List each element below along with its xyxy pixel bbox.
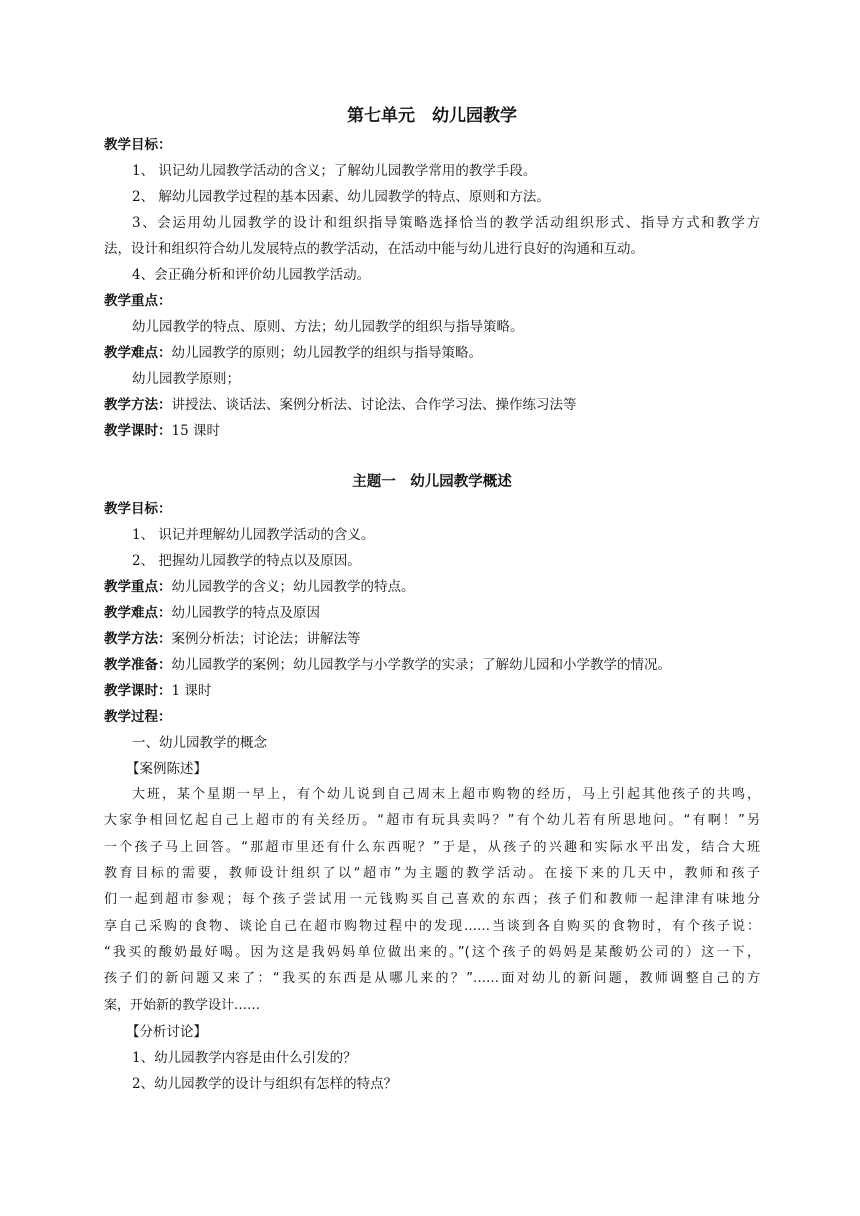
unit-difficult-label: 教学难点： bbox=[104, 345, 172, 361]
unit-key-text: 幼儿园教学的特点、原则、方法；幼儿园教学的组织与指导策略。 bbox=[132, 319, 524, 335]
topic-method-text: 案例分析法；讨论法；讲解法等 bbox=[171, 631, 361, 647]
unit-goals-label: 教学目标： bbox=[104, 137, 172, 153]
unit-difficult-text: 幼儿园教学的原则；幼儿园教学的组织与指导策略。 bbox=[171, 345, 482, 361]
topic-difficult-text: 幼儿园教学的特点及原因 bbox=[171, 605, 320, 621]
unit-goal-4: 4、会正确分析和评价幼儿园教学活动。 bbox=[132, 267, 371, 283]
topic-method-label: 教学方法： bbox=[104, 631, 172, 647]
case-line-1: 大班，某个星期一早上，有个幼儿说到自己周末上超市购物的经历，马上引起其他孩子的共鸣， bbox=[132, 787, 760, 802]
topic-difficult-row bbox=[104, 603, 760, 623]
topic-key-text: 幼儿园教学的含义；幼儿园教学的特点。 bbox=[171, 579, 415, 595]
unit-goal-3-cont: 法，设计和组织符合幼儿发展特点的教学活动，在活动中能与幼儿进行良好的沟通和互动。 bbox=[104, 241, 644, 257]
discussion-label: 【分析讨论】 bbox=[126, 1024, 207, 1040]
unit-method-label: 教学方法： bbox=[104, 397, 172, 413]
case-line-6: 享自己采购的食物、谈论自己在超市购物过程中的发现……当谈到各自购买的食物时，有个孩子说： bbox=[104, 919, 760, 934]
topic-process-label: 教学过程： bbox=[104, 709, 172, 725]
question-1: 1、幼儿园教学内容是由什么引发的？ bbox=[132, 1050, 357, 1066]
topic-key-row bbox=[104, 577, 760, 597]
unit-goal-2: 2、 解幼儿园教学过程的基本因素、幼儿园教学的特点、原则和方法。 bbox=[132, 189, 550, 205]
case-line-5: 们一起到超市参观；每个孩子尝试用一元钱购买自己喜欢的东西；孩子们和教师一起津津有味地分 bbox=[104, 892, 760, 907]
unit-key-label: 教学重点： bbox=[104, 293, 172, 309]
case-label: 【案例陈述】 bbox=[126, 761, 207, 777]
topic-goal-2: 2、 把握幼儿园教学的特点以及原因。 bbox=[132, 553, 361, 569]
unit-goal-3 bbox=[104, 213, 760, 233]
unit-title: 第七单元 幼儿园教学 bbox=[347, 106, 517, 126]
topic-method-row bbox=[104, 629, 760, 649]
topic-hours-text: 1 课时 bbox=[171, 683, 212, 699]
section-heading: 一、幼儿园教学的概念 bbox=[132, 735, 267, 751]
topic-prep-text: 幼儿园教学的案例；幼儿园教学与小学教学的实录；了解幼儿园和小学教学的情况。 bbox=[171, 657, 671, 673]
topic-hours-label: 教学课时： bbox=[104, 683, 172, 699]
unit-method-row bbox=[104, 395, 760, 415]
unit-method-text: 讲授法、谈话法、案例分析法、讨论法、合作学习法、操作练习法等 bbox=[171, 397, 577, 413]
case-line-3: 一个孩子马上回答。“那超市里还有什么东西呢？”于是，从孩子的兴趣和实际水平出发，结合大班 bbox=[104, 840, 760, 855]
unit-difficult-row bbox=[104, 343, 760, 363]
case-line-2: 大家争相回忆起自己上超市的有关经历。“超市有玩具卖吗？”有个幼儿若有所思地问。“有啊！”另 bbox=[104, 813, 760, 828]
topic-difficult-label: 教学难点： bbox=[104, 605, 172, 621]
topic-goals-label: 教学目标： bbox=[104, 501, 172, 517]
topic-title: 主题一 幼儿园教学概述 bbox=[352, 473, 512, 490]
topic-prep-row bbox=[104, 655, 760, 675]
topic-goal-1: 1、 识记并理解幼儿园教学活动的含义。 bbox=[132, 527, 375, 543]
unit-hours-row bbox=[104, 421, 760, 441]
topic-hours-row bbox=[104, 681, 760, 701]
unit-hours-label: 教学课时： bbox=[104, 423, 172, 439]
topic-key-label: 教学重点： bbox=[104, 579, 172, 595]
unit-goal-3-text: 3、会运用幼儿园教学的设计和组织指导策略选择恰当的教学活动组织形式、指导方式和教学方 bbox=[132, 215, 760, 231]
case-line-4: 教育目标的需要，教师设计组织了以“超市”为主题的教学活动。在接下来的几天中，教师和孩子 bbox=[104, 866, 760, 881]
unit-hours-text: 15 课时 bbox=[171, 423, 220, 439]
question-2: 2、幼儿园教学的设计与组织有怎样的特点？ bbox=[132, 1076, 398, 1092]
unit-goal-1: 1、 识记幼儿园教学活动的含义；了解幼儿园教学常用的教学手段。 bbox=[132, 163, 537, 179]
case-line-9: 案，开始新的教学设计…… bbox=[104, 998, 261, 1013]
case-line-7: “我买的酸奶最好喝。因为这是我妈妈单位做出来的。”(这个孩子的妈妈是某酸奶公司的）这一下， bbox=[104, 945, 760, 960]
case-line-8: 孩子们的新问题又来了：“我买的东西是从哪儿来的？”……面对幼儿的新问题，教师调整自己的方 bbox=[104, 971, 760, 986]
unit-difficult-extra: 幼儿园教学原则； bbox=[132, 371, 240, 387]
topic-prep-label: 教学准备： bbox=[104, 657, 172, 673]
